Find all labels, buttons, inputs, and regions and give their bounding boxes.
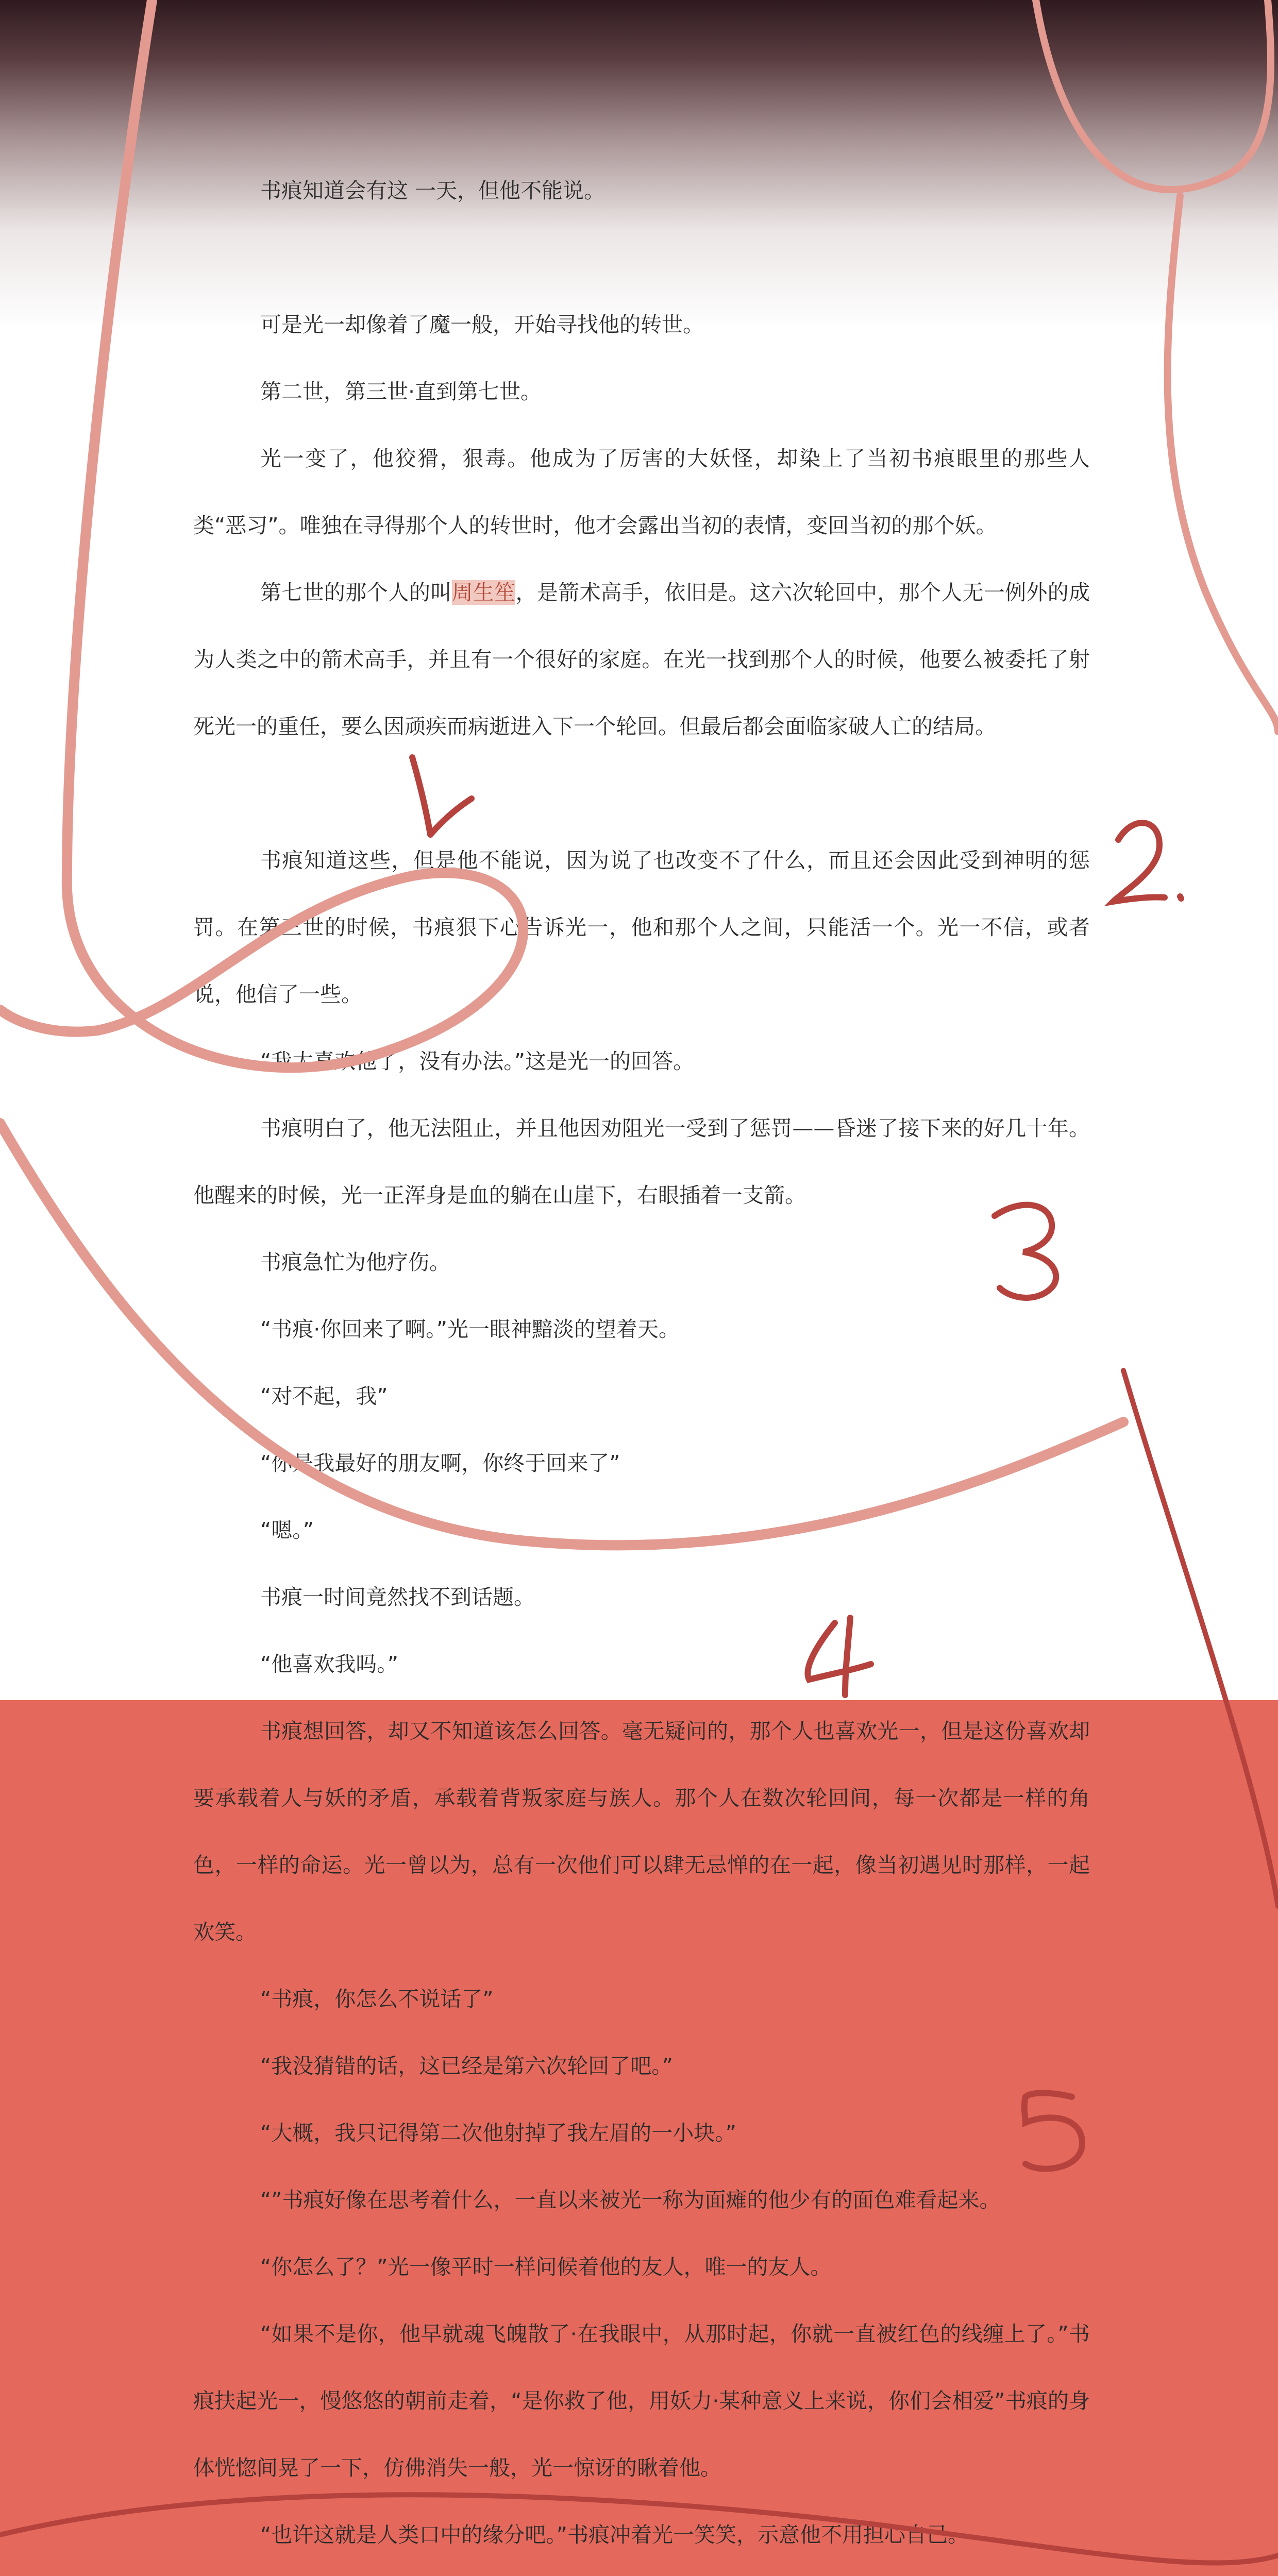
swirl-line <box>1123 1370 1278 1906</box>
paragraph: “书痕·你回来了啊。”光一眼神黯淡的望着天。 <box>260 1317 680 1342</box>
numeral-five-mark <box>1024 2093 1082 2169</box>
paragraph: 光一变了，他狡猾，狠毒。他成为了厉害的大妖怪，却染上了当初书痕眼里的那些人类“恶习”。唯独在寻得那个人的转世时，他才会露出当初的表情，变回当初的那个妖。 <box>193 446 1090 538</box>
paragraph: 可是光一却像着了魔一般，开始寻找他的转世。 <box>260 312 704 337</box>
paragraph: “你是我最好的朋友啊，你终于回来了” <box>260 1451 620 1476</box>
swirl-line <box>0 2495 1278 2563</box>
paragraph: “我没猜错的话，这已经是第六次轮回了吧。” <box>260 2054 673 2078</box>
paragraph: 书痕知道会有这 一天，但他不能说。 <box>260 178 606 203</box>
paragraph: “我太喜欢他了，没有办法。”这是光一的回答。 <box>260 1049 694 1074</box>
paragraph: 书痕一时间竟然找不到话题。 <box>260 1585 535 1609</box>
numeral-two-mark <box>1113 823 1181 902</box>
paragraph: “也许这就是人类口中的缘分吧。”书痕冲着光一笑笑，示意他不用担心自己。 <box>260 2522 969 2547</box>
highlighted-name: 周生笙 <box>451 580 516 605</box>
paragraph: “你怎么了？”光一像平时一样问候着他的友人，唯一的友人。 <box>260 2255 832 2279</box>
paragraph: “如果不是你，他早就魂飞魄散了·在我眼中，从那时起，你就一直被红色的线缠上了。”书痕扶起光一，慢悠悠的朝前走着，“是你救了他，用妖力·某种意义上来说，你们会相爱”书痕的身体恍惚间晃了一下，仿佛消失一般，光一惊讶的瞅着他。 <box>193 2321 1090 2480</box>
swirl-line <box>0 0 523 1067</box>
paragraph: “嗯。” <box>260 1518 314 1543</box>
paragraph: “他喜欢我吗。” <box>260 1652 398 1676</box>
paragraph: “”书痕好像在思考着什么，一直以来被光一称为面瘫的他少有的面色难看起来。 <box>260 2188 1001 2212</box>
paragraph: 书痕知道这些，但是他不能说，因为说了也改变不了什么，而且还会因此受到神明的惩罚。在第三世的时候，书痕狠下心告诉光一，他和那个人之间，只能活一个。光一不信，或者说，他信了一些。 <box>193 848 1090 1007</box>
swirl-line <box>0 1123 1123 1545</box>
paragraph: “对不起，我” <box>260 1384 388 1409</box>
paragraph: 书痕急忙为他疗伤。 <box>260 1250 450 1275</box>
numeral-three-mark <box>995 1205 1056 1298</box>
paragraph: “书痕，你怎么不说话了” <box>260 1987 494 2011</box>
swirl-line <box>1168 196 1278 732</box>
paragraph-text: 第七世的那个人的叫 <box>260 580 452 605</box>
numeral-four-mark <box>808 1618 871 1695</box>
numeral-one-mark <box>412 757 472 835</box>
paragraph: “大概，我只记得第二次他射掉了我左眉的一小块。” <box>260 2121 736 2145</box>
paragraph: 书痕明白了，他无法阻止，并且他因劝阻光一受到了惩罚——昏迷了接下来的好几十年。他醒来的时候，光一正浑身是血的躺在山崖下，右眼插着一支箭。 <box>193 1116 1090 1208</box>
paragraph: 第二世，第三世·直到第七世。 <box>260 379 542 404</box>
swirl-line <box>1036 0 1271 190</box>
paragraph: 书痕想回答，却又不知道该怎么回答。毫无疑问的，那个人也喜欢光一，但是这份喜欢却要承载着人与妖的矛盾，承载着背叛家庭与族人。那个人在数次轮回间，每一次都是一样的角色，一样的命运。光一曾以为，总有一次他们可以肆无忌惮的在一起，像当初遇见时那样，一起欢笑。 <box>193 1719 1090 1944</box>
paragraph-text: ，是箭术高手，依旧是。这六次轮回中，那个人无一例外的成为人类之中的箭术高手，并且有一个很好的家庭。在光一找到那个人的时候，他要么被委托了射死光一的重任，要么因顽疾而病逝进入下一个轮回。但最后都会面临家破人亡的结局。 <box>193 580 1090 739</box>
